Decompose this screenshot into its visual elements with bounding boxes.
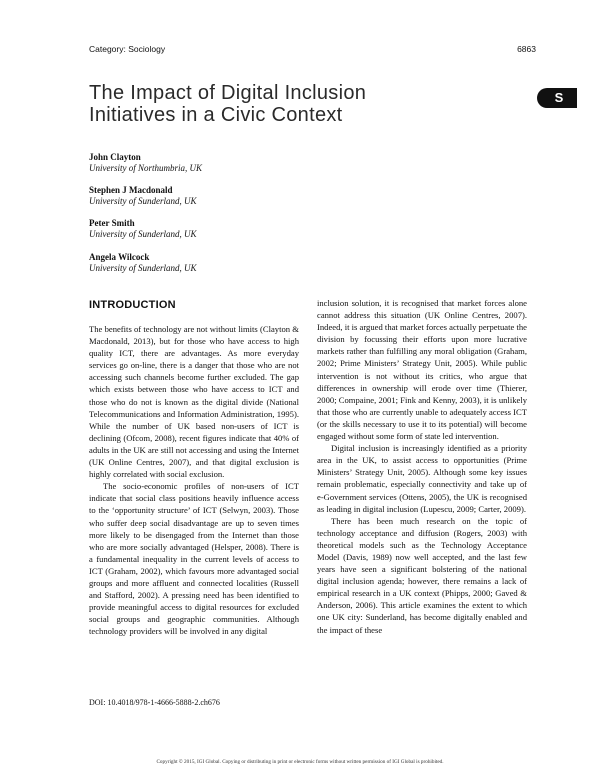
author-block <box>89 185 197 207</box>
author-name: Stephen J Macdonald <box>89 185 173 195</box>
section-heading: INTRODUCTION <box>89 299 176 311</box>
body-paragraph: inclusion solution, it is recognised that market forces alone cannot address this situation (UK Online Centres, 2007). Indeed, it is argued that market forces actually perpetuate the division by focussing their efforts upon more lucrative markets rather than fulfilling any moral obligation (Graham, 2002; Prime Ministers’ Strategy Unit, 2005). While public intervention is not without its critics, who argue that differences in ownership will erode over time (Thierer, 2000; Compaine, 2001; Fink and Kenny, 2003), it is unlikely that those who are currently unable to adequately access ICT (or the skills necessary to use it to its potential) will become engaged without some form of state led intervention. <box>317 298 527 442</box>
author-affiliation: University of Sunderland, UK <box>89 229 197 239</box>
article-title <box>89 82 449 126</box>
author-affiliation: University of Sunderland, UK <box>89 196 197 206</box>
body-paragraph: Digital inclusion is increasingly identified as a priority area in the UK, to assist access to opportunities (Prime Ministers’ Strategy Unit, 2005). Although some key issues remain problematic, especially connectivity and take up of e-Government services (Ottens, 2005), the UK is recognised as leading in digital inclusion (Lupescu, 2009; Carter, 2009). <box>317 443 527 514</box>
author-name: Angela Wilcock <box>89 252 150 262</box>
body-paragraph: The socio-economic profiles of non-users of ICT indicate that social class positions heavily influence access to the ‘opportunity structure’ of ICT (Selwyn, 2003). Those who suffer deep social disadvantage are up to seven times more likely to be disengaged from the Internet than those who are more socially advantaged (Helsper, 2008). There is a fundamental inequality in the current levels of access to ICT (Graham, 2002), which favours more advantaged social groups and more affluent and connected localities (Russell and Stafford, 2002). A pressing need has been identified to provide meaningful access to digital resources for excluded social groups and geographic communities. Although technology providers will be involved in any digital <box>89 481 299 637</box>
author-affiliation: University of Sunderland, UK <box>89 263 197 273</box>
body-column-right <box>317 297 527 636</box>
category-label: Category: Sociology <box>89 44 166 54</box>
author-block <box>89 152 202 174</box>
body-column-left <box>89 323 299 637</box>
section-letter-badge: S <box>537 88 577 108</box>
body-paragraph: There has been much research on the topic of technology acceptance and diffusion (Rogers, 2003) with theoretical models such as the Technology Acceptance Model (Davis, 1989) now well accepted, and the last few years have seen a significant bolstering of the national digital inclusion agenda; however, there remains a lack of empirical research in a UK context (Phipps, 2000; Gaved & Anderson, 2006). This article examines the extent to which one UK city: Sunderland, has become digitally enabled and the impact of these <box>317 515 527 635</box>
page-number: 6863 <box>517 44 536 54</box>
author-name: John Clayton <box>89 152 141 162</box>
author-name: Peter Smith <box>89 218 135 228</box>
author-block <box>89 218 197 240</box>
author-affiliation: University of Northumbria, UK <box>89 163 203 173</box>
copyright-notice: Copyright © 2015, IGI Global. Copying or distributing in print or electronic forms without written permission of IGI Global is prohibited. <box>156 759 444 765</box>
title-line-1: The Impact of Digital Inclusion <box>89 82 367 104</box>
doi-text: DOI: 10.4018/978-1-4666-5888-2.ch676 <box>89 698 220 707</box>
author-block <box>89 252 197 274</box>
title-line-2: Initiatives in a Civic Context <box>89 104 343 126</box>
body-paragraph: The benefits of technology are not without limits (Clayton & Macdonald, 2013), but for those who have access to high quality ICT, there are advantages. As more everyday services go on-line, there is a danger that those who are not accessing such channels become further excluded. The gap which exists between those who have access to ICT and those who do not is known as the digital divide (National Telecommunications and Information Administration, 1995). While the number of UK based non-users of ICT is declining (Ofcom, 2008), recent figures indicate that 40% of adults in the UK are still not accessing and using the Internet (UK Online Centres, 2007), and that digital exclusion is highly correlated with social exclusion. <box>89 324 299 480</box>
